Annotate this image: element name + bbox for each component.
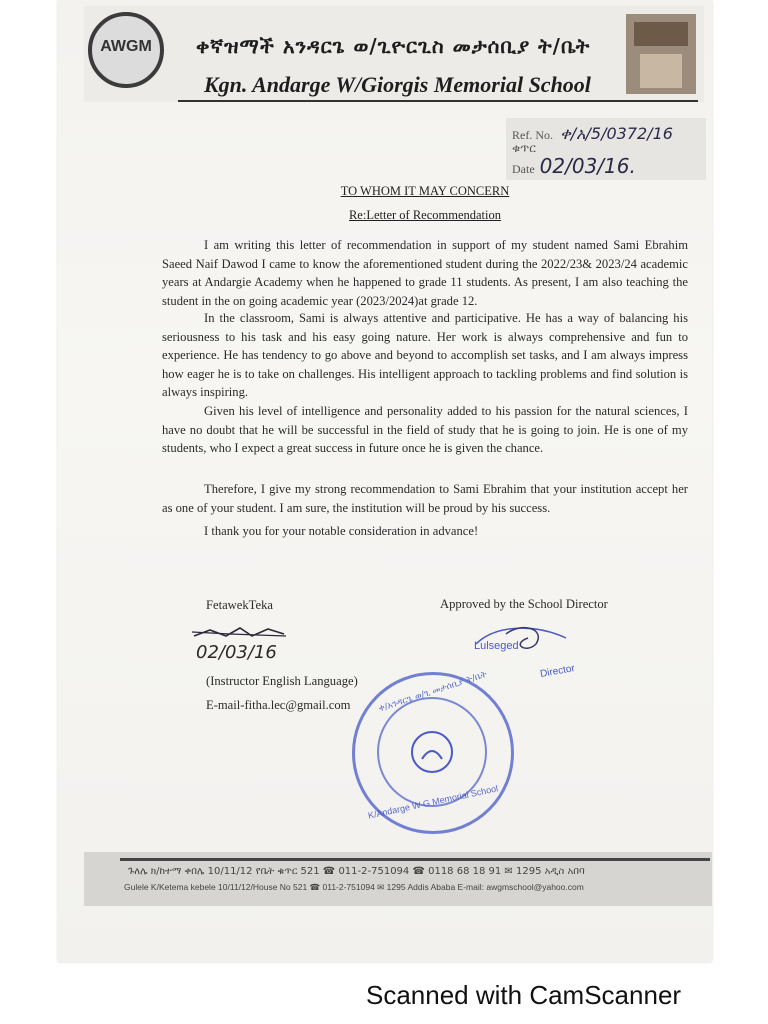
paragraph-3: Given his level of intelligence and personality added to his passion for the natural sciences, I have no doubt that he will be successful in the field of study that he is going to join. He is one of my students, who I expect a great success in future once he is given the chance. bbox=[162, 404, 688, 456]
amharic-ref-label: ቁጥር bbox=[512, 141, 536, 155]
closing-line: I thank you for your notable consideration in advance! bbox=[204, 524, 479, 538]
letter-subject: Re:Letter of Recommendation bbox=[348, 208, 502, 222]
ref-label: Ref. No. bbox=[512, 128, 553, 142]
camscanner-watermark: Scanned with CamScanner bbox=[366, 980, 682, 1010]
english-school-name: Kgn. Andarge W/Giorgis Memorial School bbox=[204, 72, 591, 97]
seal-english-text: K/Andarge W G Memorial School bbox=[367, 783, 499, 821]
signatory-role: (Instructor English Language) bbox=[206, 674, 358, 688]
school-seal bbox=[352, 669, 514, 834]
school-logo bbox=[88, 12, 164, 88]
paragraph-4: Therefore, I give my strong recommendation to Sami Ebrahim that your institution accept her as one of your student. I am sure, the institution will be proud by his success. bbox=[162, 482, 688, 515]
paragraph-1: I am writing this letter of recommendation in support of my student named Sami Ebrahim Saeed Naif Dawod I came to know the aforementioned student during the 2022/23& 2023/24 academic years at Andargie Academy when he happened to grade 11 students. As present, I am also teaching the student in the on going academic year (2023/2024)at grade 12. bbox=[162, 238, 688, 308]
director-stamp-name: Lulseged bbox=[474, 640, 519, 652]
approval-line: Approved by the School Director bbox=[440, 597, 608, 611]
header-divider bbox=[178, 100, 698, 102]
logo-text: AWGM bbox=[100, 38, 152, 55]
director-stamp-title: Director bbox=[539, 663, 576, 680]
date-row bbox=[512, 154, 636, 178]
school-photo bbox=[626, 14, 696, 94]
seal-amharic-text: ቀ/አንዳርጌ ወ/ጊ መታሰቢያ ት/ቤት bbox=[377, 669, 489, 715]
letter-heading: TO WHOM IT MAY CONCERN bbox=[340, 184, 510, 198]
signatory-name: FetawekTeka bbox=[206, 598, 273, 612]
footer-divider bbox=[120, 858, 710, 861]
date-value: 02/03/16. bbox=[539, 154, 636, 178]
signed-date: 02/03/16 bbox=[196, 642, 277, 663]
ref-number-row bbox=[512, 124, 673, 144]
paragraph-2: In the classroom, Sami is always attentive and participative. He has a way of balancing his seriousness to his task and his easy going nature. Her work is always comprehensive and fun to experience. He has tendency to go above and beyond to accomplish set tasks, and I am always impress how eager he is to take on challenges. His intelligent approach to tackling problems and find solution is always inspiring. bbox=[162, 311, 688, 400]
footer-amharic-address: ጉለሌ ክ/ከተማ ቀበሌ 10/11/12 የቤት ቁጥር 521 ☎ 011-2-751094 ☎ 0118 68 18 91 ✉ 1295 አዲስ አበባ bbox=[128, 866, 585, 877]
signatory-email: E-mail-fitha.lec@gmail.com bbox=[206, 698, 351, 712]
ref-number: ቀ/አ/5/0372/16 bbox=[560, 124, 673, 143]
amharic-school-name: ቀኛዝማች አንዳርጌ ወ/ጊዮርጊስ መታሰቢያ ት/ቤት bbox=[196, 34, 591, 58]
footer-english-address: Gulele K/Ketema kebele 10/11/12/House No 521 ☎ 011-2-751094 ✉ 1295 Addis Ababa E-mail: awgmschool@yahoo.com bbox=[124, 882, 584, 892]
date-label: Date bbox=[512, 162, 535, 176]
